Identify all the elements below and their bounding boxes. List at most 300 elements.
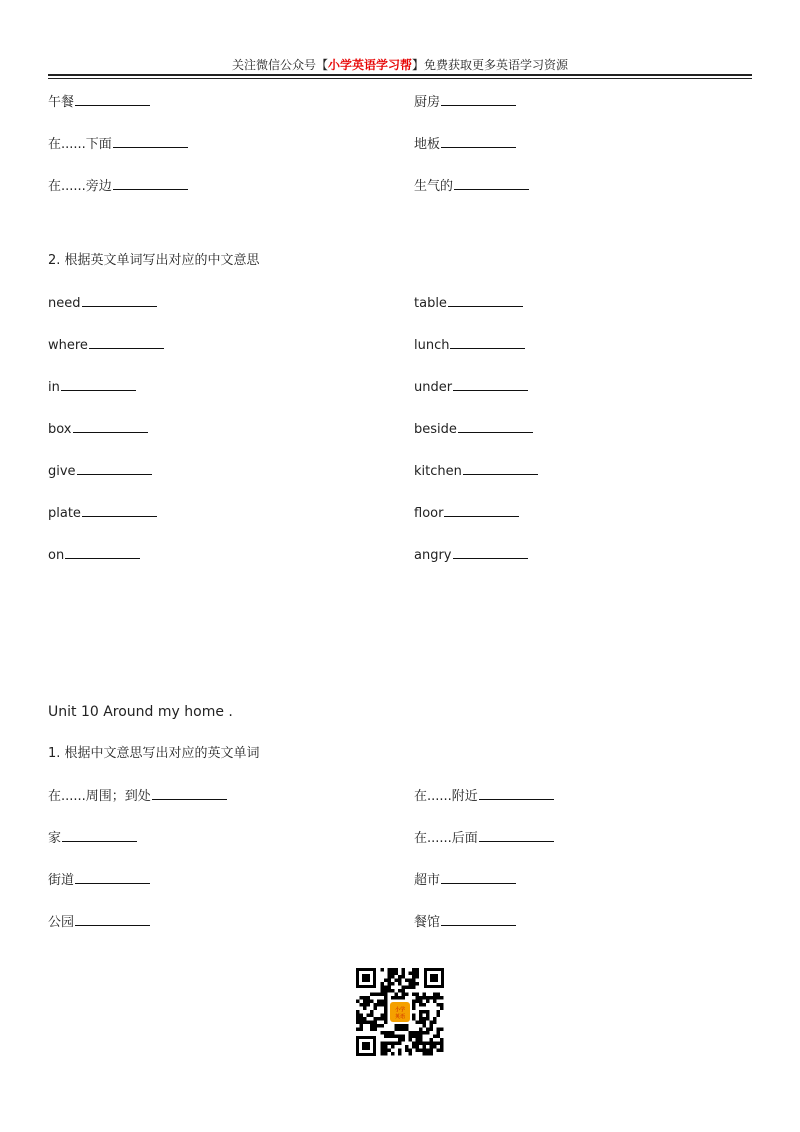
qr-module <box>437 1042 441 1046</box>
qr-module <box>395 968 399 972</box>
qr-module <box>388 989 392 993</box>
vocab-word: 在......后面 <box>414 831 478 846</box>
answer-blank[interactable] <box>75 913 150 926</box>
qr-module <box>384 989 388 993</box>
qr-module <box>437 1010 441 1014</box>
qr-module <box>367 1014 371 1018</box>
answer-blank[interactable] <box>463 462 538 475</box>
qr-module <box>388 1042 392 1046</box>
qr-module <box>381 1049 385 1053</box>
qr-module <box>402 1035 406 1039</box>
vocab-word: 街道 <box>48 873 75 888</box>
qr-module <box>440 996 444 1000</box>
qr-module <box>409 1049 413 1053</box>
header-prefix: 关注微信公众号 <box>231 58 316 72</box>
qr-module <box>384 1017 388 1021</box>
qr-module <box>405 1045 409 1049</box>
answer-blank[interactable] <box>479 829 554 842</box>
vocab-item <box>48 336 164 355</box>
qr-module <box>384 1003 388 1007</box>
qr-module <box>430 1021 434 1025</box>
qr-module <box>384 1010 388 1014</box>
qr-module <box>360 1028 364 1032</box>
qr-module <box>367 1021 371 1025</box>
qr-module <box>381 993 385 997</box>
qr-module <box>419 1038 423 1042</box>
answer-blank[interactable] <box>458 420 533 433</box>
vocab-word: 在......下面 <box>48 137 112 152</box>
vocab-item <box>48 871 150 890</box>
qr-module <box>370 1014 374 1018</box>
qr-module <box>405 1049 409 1053</box>
vocab-item <box>48 504 157 523</box>
qr-module <box>430 1052 434 1056</box>
qr-module <box>416 993 420 997</box>
vocab-word: 地板 <box>414 137 441 152</box>
vocab-word: floor <box>414 506 444 521</box>
answer-blank[interactable] <box>65 546 140 559</box>
qr-module <box>430 1049 434 1053</box>
qr-module <box>416 996 420 1000</box>
qr-module <box>423 1031 427 1035</box>
qr-module <box>391 1052 395 1056</box>
qr-module <box>374 1021 378 1025</box>
qr-module <box>388 1035 392 1039</box>
qr-module <box>412 982 416 986</box>
qr-module <box>384 986 388 990</box>
qr-module <box>381 1042 385 1046</box>
qr-module <box>423 1021 427 1025</box>
vocab-word: 厨房 <box>414 95 441 110</box>
answer-blank[interactable] <box>61 378 136 391</box>
section-heading: 2. 根据英文单词写出对应的中文意思 <box>48 253 260 268</box>
qr-module <box>374 1003 378 1007</box>
qr-module <box>356 1028 360 1032</box>
qr-module <box>437 1028 441 1032</box>
qr-module <box>416 1021 420 1025</box>
qr-module <box>395 979 399 983</box>
qr-module <box>426 1028 430 1032</box>
qr-module <box>391 1042 395 1046</box>
qr-module <box>405 1024 409 1028</box>
header-rule-thin <box>48 78 752 79</box>
qr-module <box>416 1035 420 1039</box>
qr-module <box>433 1042 437 1046</box>
qr-module <box>405 993 409 997</box>
vocab-item <box>414 93 516 112</box>
qr-module <box>412 1042 416 1046</box>
qr-module <box>395 972 399 976</box>
answer-blank[interactable] <box>441 913 516 926</box>
qr-module <box>402 968 406 972</box>
vocab-item <box>48 829 137 848</box>
qr-module <box>430 1038 434 1042</box>
qr-module <box>384 1052 388 1056</box>
qr-module <box>381 986 385 990</box>
qr-module <box>381 1031 385 1035</box>
qr-module <box>409 979 413 983</box>
qr-module <box>388 982 392 986</box>
qr-module <box>360 996 364 1000</box>
qr-module <box>398 1035 402 1039</box>
qr-badge-line2: 英语 <box>394 1014 406 1020</box>
qr-module <box>370 1021 374 1025</box>
qr-module <box>412 968 416 972</box>
qr-module <box>430 996 434 1000</box>
qr-module <box>433 1035 437 1039</box>
qr-module <box>395 1035 399 1039</box>
qr-module <box>440 1007 444 1011</box>
qr-code-icon <box>354 966 446 1058</box>
vocab-item <box>48 135 188 154</box>
qr-module <box>437 1003 441 1007</box>
qr-module <box>430 1042 434 1046</box>
qr-module <box>384 1007 388 1011</box>
qr-module <box>402 1038 406 1042</box>
qr-module <box>437 993 441 997</box>
qr-module <box>426 1042 430 1046</box>
qr-module <box>388 968 392 972</box>
qr-module <box>440 1045 444 1049</box>
qr-module <box>412 979 416 983</box>
qr-module <box>423 1010 427 1014</box>
qr-module <box>412 1045 416 1049</box>
qr-module <box>423 1017 427 1021</box>
header-bracket-open: 【 <box>315 58 328 72</box>
qr-module <box>395 1024 399 1028</box>
answer-blank[interactable] <box>444 504 519 517</box>
answer-blank[interactable] <box>82 294 157 307</box>
qr-module <box>405 979 409 983</box>
vocab-word: under <box>414 380 453 395</box>
qr-module <box>430 1028 434 1032</box>
qr-module <box>395 993 399 997</box>
qr-module <box>426 1000 430 1004</box>
qr-module <box>423 1049 427 1053</box>
qr-module <box>409 986 413 990</box>
qr-module <box>374 1024 378 1028</box>
vocab-item <box>48 294 157 313</box>
qr-module <box>412 1003 416 1007</box>
qr-module <box>426 1052 430 1056</box>
answer-blank[interactable] <box>113 135 188 148</box>
qr-module <box>391 1045 395 1049</box>
answer-blank[interactable] <box>441 871 516 884</box>
answer-blank[interactable] <box>441 93 516 106</box>
qr-module <box>381 1014 385 1018</box>
answer-blank[interactable] <box>77 462 152 475</box>
qr-module <box>360 1021 364 1025</box>
vocab-word: 午餐 <box>48 95 75 110</box>
qr-module <box>419 1049 423 1053</box>
vocab-item <box>48 462 152 481</box>
answer-blank[interactable] <box>89 336 164 349</box>
qr-module <box>356 1014 360 1018</box>
vocab-item <box>414 546 528 565</box>
qr-module <box>388 975 392 979</box>
vocab-word: 在......附近 <box>414 789 478 804</box>
qr-module <box>381 968 385 972</box>
vocab-item <box>414 829 554 848</box>
qr-module <box>409 1035 413 1039</box>
qr-module <box>395 1028 399 1032</box>
qr-module <box>356 1000 360 1004</box>
qr-module <box>363 1007 367 1011</box>
qr-module <box>412 1031 416 1035</box>
qr-module <box>377 993 381 997</box>
qr-module <box>402 975 406 979</box>
vocab-word: beside <box>414 422 457 437</box>
qr-module <box>440 1038 444 1042</box>
vocab-item <box>414 177 529 196</box>
vocab-item <box>414 871 516 890</box>
qr-module <box>360 1024 364 1028</box>
answer-blank[interactable] <box>62 829 137 842</box>
qr-module <box>360 1003 364 1007</box>
vocab-word: give <box>48 464 76 479</box>
qr-module <box>416 982 420 986</box>
qr-module <box>388 1031 392 1035</box>
qr-module <box>433 1017 437 1021</box>
qr-module <box>423 1024 427 1028</box>
qr-module <box>391 968 395 972</box>
qr-module <box>419 1000 423 1004</box>
qr-module <box>398 979 402 983</box>
qr-module <box>374 1007 378 1011</box>
qr-module <box>363 1021 367 1025</box>
qr-module <box>409 982 413 986</box>
qr-module <box>409 1031 413 1035</box>
qr-module <box>430 1024 434 1028</box>
vocab-item <box>48 420 148 439</box>
qr-module <box>419 1021 423 1025</box>
vocab-item <box>48 93 150 112</box>
answer-blank[interactable] <box>453 546 528 559</box>
qr-module <box>433 993 437 997</box>
qr-module <box>423 1042 427 1046</box>
vocab-word: box <box>48 422 72 437</box>
qr-module <box>437 1049 441 1053</box>
qr-module <box>412 1017 416 1021</box>
qr-module <box>384 996 388 1000</box>
qr-module <box>423 993 427 997</box>
qr-module <box>416 1038 420 1042</box>
qr-module <box>388 979 392 983</box>
qr-module <box>391 996 395 1000</box>
vocab-word: 在......周围；到处 <box>48 789 151 804</box>
vocab-word: need <box>48 296 81 311</box>
qr-module <box>398 1049 402 1053</box>
answer-blank[interactable] <box>441 135 516 148</box>
qr-module <box>381 1000 385 1004</box>
qr-module <box>381 1003 385 1007</box>
qr-module <box>370 993 374 997</box>
qr-module <box>388 986 392 990</box>
qr-module <box>395 996 399 1000</box>
answer-blank[interactable] <box>454 177 529 190</box>
qr-module <box>437 1031 441 1035</box>
qr-module <box>384 1049 388 1053</box>
qr-module <box>426 1014 430 1018</box>
answer-blank[interactable] <box>450 336 525 349</box>
vocab-item <box>414 378 528 397</box>
answer-blank[interactable] <box>75 871 150 884</box>
qr-module <box>416 1049 420 1053</box>
qr-module <box>363 1003 367 1007</box>
vocab-item <box>414 462 538 481</box>
answer-blank[interactable] <box>75 93 150 106</box>
vocab-item <box>48 546 140 565</box>
qr-module <box>402 989 406 993</box>
qr-module <box>433 1021 437 1025</box>
vocab-word: 公园 <box>48 915 75 930</box>
qr-module <box>433 996 437 1000</box>
qr-module <box>416 975 420 979</box>
qr-module <box>388 972 392 976</box>
vocab-word: lunch <box>414 338 450 353</box>
qr-module <box>426 1049 430 1053</box>
header-suffix: 免费获取更多英语学习资源 <box>424 58 569 72</box>
qr-module <box>384 993 388 997</box>
qr-module <box>381 989 385 993</box>
qr-badge-line1: 小学 <box>394 1007 406 1013</box>
qr-module <box>356 1010 360 1014</box>
qr-module <box>419 1003 423 1007</box>
page-header <box>48 57 752 73</box>
qr-module <box>384 1000 388 1004</box>
qr-module <box>440 1003 444 1007</box>
qr-module <box>402 996 406 1000</box>
qr-module <box>412 1014 416 1018</box>
qr-module <box>398 1042 402 1046</box>
vocab-item <box>48 787 227 806</box>
qr-module <box>356 1021 360 1025</box>
qr-module <box>384 1031 388 1035</box>
qr-module <box>430 1045 434 1049</box>
vocab-word: table <box>414 296 447 311</box>
qr-module <box>419 1028 423 1032</box>
qr-module <box>377 1000 381 1004</box>
qr-module <box>398 975 402 979</box>
header-brand: 小学英语学习帮 <box>327 58 412 72</box>
unit-title: Unit 10 Around my home . <box>48 704 233 720</box>
vocab-word: where <box>48 338 88 353</box>
qr-module <box>377 1024 381 1028</box>
qr-module <box>374 1028 378 1032</box>
qr-module <box>374 1017 378 1021</box>
vocab-item <box>414 504 519 523</box>
qr-module <box>367 1000 371 1004</box>
qr-module <box>405 986 409 990</box>
qr-module <box>398 1052 402 1056</box>
qr-module <box>384 1014 388 1018</box>
vocab-word: in <box>48 380 60 395</box>
section-heading: 1. 根据中文意思写出对应的英文单词 <box>48 746 260 761</box>
qr-module <box>381 1045 385 1049</box>
qr-module <box>370 1024 374 1028</box>
answer-blank[interactable] <box>453 378 528 391</box>
qr-module <box>440 1042 444 1046</box>
qr-module <box>419 1010 423 1014</box>
qr-module <box>363 1000 367 1004</box>
vocab-word: 生气的 <box>414 179 454 194</box>
qr-module <box>426 1010 430 1014</box>
qr-module <box>398 996 402 1000</box>
answer-blank[interactable] <box>73 420 148 433</box>
answer-blank[interactable] <box>448 294 523 307</box>
qr-module <box>381 1024 385 1028</box>
qr-module <box>419 1017 423 1021</box>
qr-module <box>433 1045 437 1049</box>
qr-module <box>419 1042 423 1046</box>
qr-module <box>412 986 416 990</box>
answer-blank[interactable] <box>152 787 227 800</box>
qr-module <box>391 1035 395 1039</box>
vocab-word: 家 <box>48 831 62 846</box>
qr-module <box>412 1000 416 1004</box>
vocab-word: 餐馆 <box>414 915 441 930</box>
qr-module <box>402 1024 406 1028</box>
vocab-item <box>48 378 136 397</box>
qr-module <box>416 968 420 972</box>
qr-module <box>384 979 388 983</box>
vocab-item <box>414 336 525 355</box>
qr-module <box>381 982 385 986</box>
header-bracket-close: 】 <box>412 58 425 72</box>
qr-module <box>384 1042 388 1046</box>
answer-blank[interactable] <box>113 177 188 190</box>
vocab-item <box>48 913 150 932</box>
qr-module <box>433 1000 437 1004</box>
answer-blank[interactable] <box>82 504 157 517</box>
qr-module <box>440 1049 444 1053</box>
qr-module <box>398 982 402 986</box>
qr-module <box>370 1028 374 1032</box>
qr-module <box>426 1017 430 1021</box>
vocab-word: 超市 <box>414 873 441 888</box>
qr-module <box>402 986 406 990</box>
vocab-word: 在......旁边 <box>48 179 112 194</box>
qr-module <box>384 1035 388 1039</box>
qr-module <box>356 1017 360 1021</box>
qr-module <box>402 972 406 976</box>
qr-module <box>405 1028 409 1032</box>
header-rule-thick <box>48 74 752 76</box>
qr-module <box>388 1049 392 1053</box>
qr-module <box>363 1017 367 1021</box>
qr-module <box>398 1028 402 1032</box>
qr-module <box>377 1017 381 1021</box>
qr-module <box>370 1000 374 1004</box>
qr-module <box>412 975 416 979</box>
qr-module <box>391 972 395 976</box>
qr-module <box>377 1003 381 1007</box>
vocab-item <box>48 177 188 196</box>
qr-module <box>398 989 402 993</box>
vocab-word: kitchen <box>414 464 462 479</box>
qr-module <box>412 1035 416 1039</box>
qr-module <box>423 1045 427 1049</box>
qr-module <box>440 1028 444 1032</box>
qr-module <box>381 1052 385 1056</box>
qr-module <box>409 972 413 976</box>
qr-module <box>426 996 430 1000</box>
qr-module <box>367 996 371 1000</box>
qr-module <box>384 1021 388 1025</box>
qr-module <box>398 1024 402 1028</box>
answer-blank[interactable] <box>479 787 554 800</box>
qr-module <box>391 982 395 986</box>
